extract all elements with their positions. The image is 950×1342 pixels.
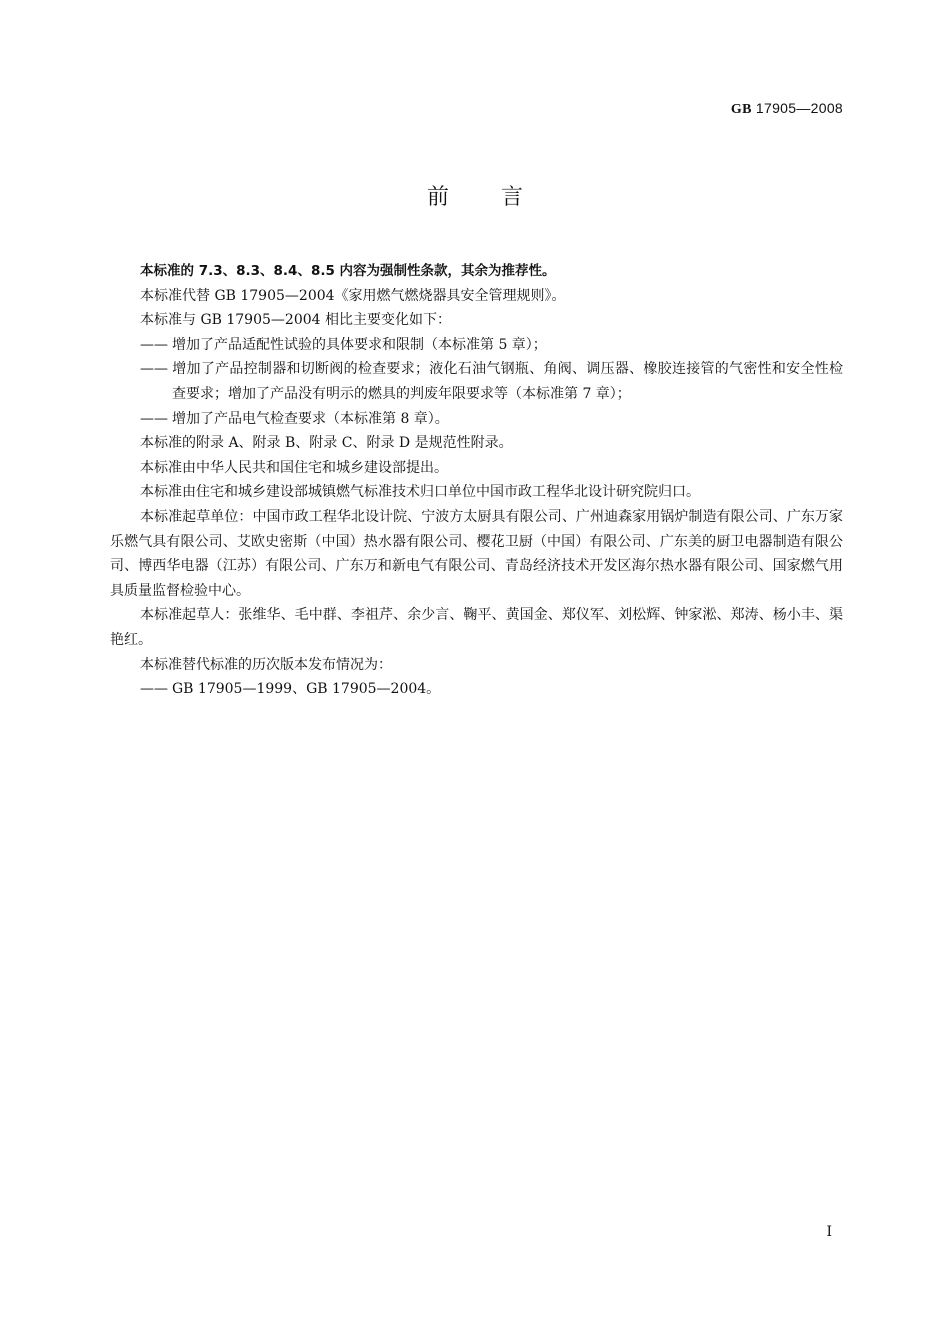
page-number: I bbox=[826, 1224, 832, 1240]
paragraph-proposed-by: 本标准由中华人民共和国住宅和城乡建设部提出。 bbox=[140, 459, 448, 476]
paragraph-annexes: 本标准的附录 A、附录 B、附录 C、附录 D 是规范性附录。 bbox=[140, 435, 513, 452]
dash-mark: —— bbox=[140, 681, 168, 698]
paragraph-history-intro: 本标准替代标准的历次版本发布情况为： bbox=[140, 656, 392, 673]
change-item-1-text: 增加了产品适配性试验的具体要求和限制（本标准第 5 章）； bbox=[172, 336, 547, 353]
title-char-1: 前 bbox=[426, 185, 449, 210]
title-char-2: 言 bbox=[501, 185, 524, 210]
change-item-2-text: 增加了产品控制器和切断阀的检查要求；液化石油气钢瓶、角阀、调压器、橡胶连接管的气密性和安全性检查要求；增加了产品没有明示的燃具的判废年限要求等（本标准第 7 章）； bbox=[172, 361, 843, 402]
standard-prefix: GB bbox=[730, 102, 752, 117]
page-title bbox=[0, 180, 950, 211]
paragraph-centralized-by: 本标准由住宅和城乡建设部城镇燃气标准技术归口单位中国市政工程华北设计研究院归口。 bbox=[140, 484, 700, 501]
dash-mark: —— bbox=[140, 410, 168, 427]
history-item-text: GB 17905—1999、GB 17905—2004。 bbox=[172, 681, 441, 698]
change-item-1 bbox=[110, 333, 843, 358]
foreword-body bbox=[110, 259, 843, 702]
paragraph-drafters: 本标准起草人：张维华、毛中群、李祖芹、余少言、鞠平、黄国金、郑仪军、刘松辉、钟家淞、郑涛、杨小丰、渠艳红。 bbox=[110, 607, 843, 648]
change-item-2 bbox=[110, 357, 843, 406]
dash-mark: —— bbox=[140, 336, 168, 353]
change-item-3 bbox=[110, 407, 843, 432]
dash-mark: —— bbox=[140, 361, 168, 378]
standard-number: 17905—2008 bbox=[755, 100, 843, 116]
history-item bbox=[110, 677, 843, 702]
paragraph-replaces: 本标准代替 GB 17905—2004《家用燃气燃烧器具安全管理规则》。 bbox=[140, 287, 566, 304]
paragraph-mandatory-clauses: 本标准的 7.3、8.3、8.4、8.5 内容为强制性条款，其余为推荐性。 bbox=[140, 263, 556, 279]
paragraph-drafting-units: 本标准起草单位：中国市政工程华北设计院、宁波方太厨具有限公司、广州迪森家用锅炉制造有限公司、广东万家乐燃气具有限公司、艾欧史密斯（中国）热水器有限公司、樱花卫厨（中国）有限公司、广东美的厨卫电器制造有限公司、博西华电器（江苏）有限公司、广东万和新电气有限公司、青岛经济技术开发区海尔热水器有限公司、国家燃气用具质量监督检验中心。 bbox=[110, 508, 843, 599]
standard-code bbox=[731, 100, 843, 118]
paragraph-changes-intro: 本标准与 GB 17905—2004 相比主要变化如下： bbox=[140, 312, 451, 329]
change-item-3-text: 增加了产品电气检查要求（本标准第 8 章）。 bbox=[172, 410, 449, 427]
